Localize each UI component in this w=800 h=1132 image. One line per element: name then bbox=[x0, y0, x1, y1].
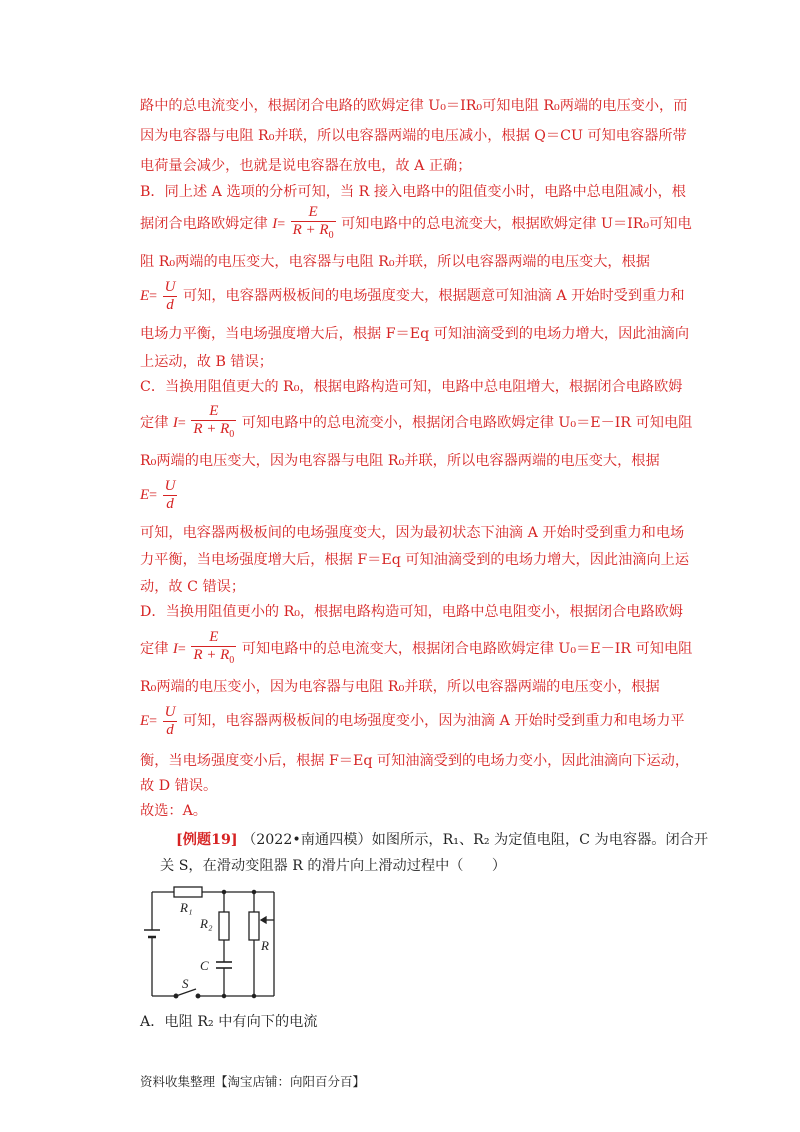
formula-line bbox=[140, 204, 692, 244]
fraction-current bbox=[191, 403, 236, 443]
option-a: A．电阻 R₂ 中有向下的电流 bbox=[140, 1014, 318, 1030]
text-line: 电荷量会减少，也就是说电容器在放电，故 A 正确； bbox=[140, 158, 472, 174]
formula-lhs: E bbox=[140, 713, 150, 729]
text-line: D．当换用阻值更小的 R₀，根据电路构造可知，电路中总电阻变小，根据闭合电路欧姆 bbox=[140, 604, 684, 620]
formula-equals: = bbox=[149, 488, 158, 503]
formula-lhs: I bbox=[172, 641, 178, 657]
denominator-text: R + R bbox=[193, 421, 230, 437]
example-question-text: （2022•南通四模）如图所示，R₁、R₂ 为定值电阻，C 为电容器。闭合开 bbox=[242, 832, 709, 848]
text-fragment: 定律 bbox=[140, 641, 169, 657]
text-line: 力平衡，当电场强度增大后，根据 F＝Eq 可知油滴受到的电场力增大，因此油滴向上运 bbox=[140, 552, 690, 568]
text-line: 动，故 C 错误； bbox=[140, 579, 246, 595]
label-r1: R₁ bbox=[180, 900, 193, 915]
formula-line bbox=[140, 702, 685, 741]
label-s: S bbox=[182, 976, 189, 991]
text-line: R₀两端的电压变大，因为电容器与电阻 R₀并联，所以电容器两端的电压变大，根据 bbox=[140, 453, 660, 469]
formula-line bbox=[140, 629, 693, 669]
subscript: 0 bbox=[229, 655, 235, 666]
fraction-numerator: U bbox=[164, 703, 176, 720]
text-fragment: 可知，电容器两极板间的电场强度变大，根据题意可知油滴 A 开始时受到重力和 bbox=[182, 288, 685, 304]
fraction-denominator bbox=[191, 420, 236, 443]
fraction-numerator: E bbox=[209, 403, 219, 419]
formula-equals: = bbox=[149, 289, 158, 304]
resistor-r1-symbol bbox=[174, 887, 202, 897]
fraction-numerator: E bbox=[209, 629, 219, 645]
text-fragment: 定律 bbox=[140, 415, 169, 431]
fraction-denominator bbox=[191, 646, 236, 669]
fraction-current bbox=[191, 629, 236, 669]
denominator-text: R + R bbox=[193, 647, 230, 663]
formula-line bbox=[140, 403, 693, 443]
formula-lhs: E bbox=[140, 288, 150, 304]
formula-equals: = bbox=[177, 642, 186, 657]
formula-lhs: I bbox=[172, 415, 178, 431]
formula-equals: = bbox=[149, 714, 158, 729]
text-line: 因为电容器与电阻 R₀并联，所以电容器两端的电压减小，根据 Q＝CU 可知电容器所带 bbox=[140, 128, 687, 144]
rheostat-r-symbol bbox=[249, 912, 259, 940]
fraction-current bbox=[291, 204, 336, 244]
label-c: C bbox=[200, 958, 209, 973]
text-line: 可知，电容器两极板间的电场强度变大，因为最初状态下油滴 A 开始时受到重力和电场 bbox=[140, 525, 685, 541]
fraction-denominator bbox=[291, 221, 336, 244]
slider-arrow bbox=[261, 917, 266, 923]
formula-lhs: E bbox=[140, 487, 150, 503]
page-footer: 资料收集整理【淘宝店铺：向阳百分百】 bbox=[140, 1074, 366, 1089]
fraction-numerator: U bbox=[164, 278, 176, 295]
subscript: 0 bbox=[328, 230, 334, 241]
text-line: 上运动，故 B 错误； bbox=[140, 354, 273, 370]
fraction-numerator: U bbox=[164, 477, 176, 494]
fraction-denominator: d bbox=[163, 296, 178, 314]
formula-line bbox=[140, 476, 660, 515]
text-line: 路中的总电流变小，根据闭合电路的欧姆定律 U₀＝IR₀可知电阻 R₀两端的电压变小，而 bbox=[140, 98, 688, 114]
text-fragment: 可知电路中的总电流变大，根据欧姆定律 U＝IR₀可知电 bbox=[341, 216, 692, 232]
example-tag: [例题19] bbox=[176, 832, 238, 848]
fraction-denominator: d bbox=[163, 495, 178, 513]
text-line: R₀两端的电压变小，因为电容器与电阻 R₀并联，所以电容器两端的电压变小，根据 bbox=[140, 679, 660, 695]
example-header bbox=[176, 830, 709, 850]
formula-lhs: I bbox=[272, 216, 278, 232]
resistor-r2-symbol bbox=[219, 912, 229, 940]
text-line: C．当换用阻值更大的 R₀，根据电路构造可知，电路中总电阻增大，根据闭合电路欧姆 bbox=[140, 379, 683, 395]
text-line: 电场力平衡，当电场强度增大后，根据 F＝Eq 可知油滴受到的电场力增大，因此油滴向 bbox=[140, 326, 690, 342]
text-line: 故 D 错误。 bbox=[140, 778, 218, 794]
circuit-diagram bbox=[142, 880, 292, 1004]
fraction-field bbox=[163, 704, 178, 739]
text-fragment: 据闭合电路欧姆定律 bbox=[140, 216, 268, 232]
fraction-field bbox=[163, 478, 178, 513]
subscript: 0 bbox=[229, 429, 235, 440]
text-fragment: 可知电路中的总电流变大，根据闭合电路欧姆定律 U₀＝E－IR 可知电阻 bbox=[241, 641, 693, 657]
denominator-text: R + R bbox=[292, 222, 329, 238]
text-line: 阻 R₀两端的电压变大，电容器与电阻 R₀并联，所以电容器两端的电压变大，根据 bbox=[140, 254, 650, 270]
text-line: B．同上述 A 选项的分析可知，当 R 接入电路中的阻值变小时，电路中总电阻减小，根 bbox=[140, 184, 686, 200]
formula-line bbox=[140, 277, 685, 316]
label-r2: R₂ bbox=[200, 916, 213, 931]
fraction-denominator: d bbox=[163, 721, 178, 739]
formula-equals: = bbox=[177, 416, 186, 431]
fraction-field bbox=[163, 279, 178, 314]
fraction-numerator: E bbox=[308, 204, 318, 220]
text-fragment: 可知，电容器两极板间的电场强度变小，因为油滴 A 开始时受到重力和电场力平 bbox=[182, 713, 685, 729]
text-line: 故选：A。 bbox=[140, 803, 207, 819]
text-line: 衡，当电场强度变小后，根据 F＝Eq 可知油滴受到的电场力变小，因此油滴向下运动， bbox=[140, 753, 690, 769]
formula-equals: = bbox=[277, 217, 286, 232]
example-question-line: 关 S，在滑动变阻器 R 的滑片向上滑动过程中（ ） bbox=[160, 858, 507, 874]
label-r: R bbox=[261, 938, 269, 953]
text-fragment: 可知电路中的总电流变小，根据闭合电路欧姆定律 U₀＝E－IR 可知电阻 bbox=[241, 415, 693, 431]
